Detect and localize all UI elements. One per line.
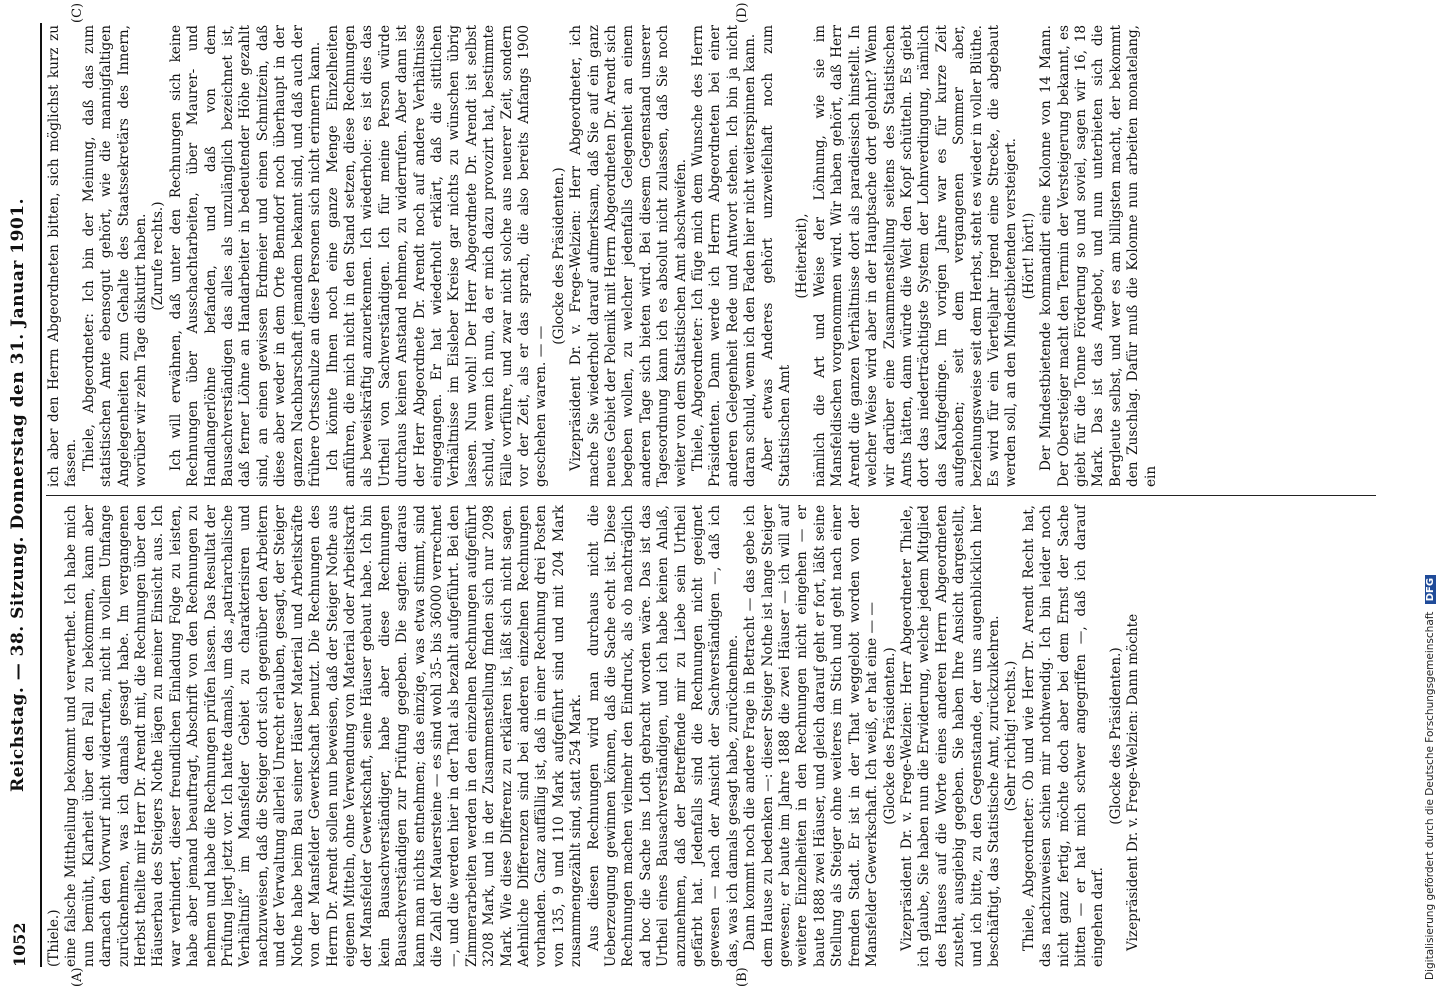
paragraph: Aber etwas Anderes gehört unzweifelhaft noch zum Statistischen Amt: [759, 25, 794, 487]
rotated-page-content: [0, 2, 1405, 987]
paragraph: Vizepräsident Dr. v. Frege-Welzien: Herr Abgeordneter Thiele, ich glaube, Sie haben nun die Erwiderung, welche jedem Mitglied des Hauses auf die Worte eines anderen Herrn Abgeordneten zusteht, ausgiebig gegeben. Sie haben Ihre Ansicht dargestellt, und ich bitte, zu den Gegenstande, der uns augenblicklich hier beschäftigt, das Statistische Amt, zurückzukehren.: [898, 505, 1002, 967]
digitization-credit: [1410, 10, 1436, 990]
paragraph: nämlich die Art und Weise der Löhnung, wie sie im Mansfeldischen vorgenommen wird. Wir haben gehört, daß Herr Arendt die ganzen Verhältnisse dort als paradiesisch hinstellt. In welcher Weise wird aber in der Hauptsache dort gelohnt? Wenn wir darüber eine Zusammenstellung seitens des Statistischen Amts hätten, dann würde die Welt den Kopf schütteln. Es giebt dort das niederträchtigste System der Lohnverdingung, nämlich das Kaufgedinge. Im vorigen Jahre war es für kurze Zeit aufgehoben; seit dem vergangenen Sommer aber, beziehungsweise seit dem Herbst, steht es wieder in voller Blüthe. Es wird für ein Vierteljahr irgend eine Strecke, die abgebaut werden soll, an den Mindestbietenden versteigert.: [811, 25, 1020, 487]
stage-direction: (Heiterkeit),: [794, 213, 811, 299]
text-column-left: [46, 505, 1381, 967]
paragraph: Vizepräsident Dr. v. Frege-Welzien: Dann möchte: [1125, 613, 1142, 951]
paragraph: Ich will erwähnen, daß unter den Rechnungen sich keine Rechnungen über Ausschachtarbeiten, über Maurer- und Handlangerlöhne befanden, und daß von dem Bausachverständigen das alles als unzulänglich bezeichnet ist, daß ferner Löhne an Handarbeiter in bedeutender Höhe gezahlt sind, an einen gewissen Erdmeier und einen Schmitzein, daß diese aber weder in dem Orte Benndorf noch überhaupt in der ganzen Nachbarschaft jemandem bekannt sind, und daß auch der frühere Ortsschulze an diese Personen sich nicht erinnern kann.: [167, 25, 324, 487]
marker-d: (D): [735, 2, 750, 23]
header-rule: [40, 23, 42, 967]
column-divider: [46, 495, 1376, 496]
paragraph: Thiele, Abgeordneter: Ich füge mich dem Wunsche des Herrn Präsidenten. Dann werde ich Herrn Abgeordneten bei einer anderen Gelegenheit Rede und Antwort stehen. Ich bin ja nicht daran schuld, wenn ich den Faden hier nicht weiterspinnen kann.: [690, 25, 759, 487]
stage-direction: (Glocke des Präsidenten.): [550, 167, 567, 345]
running-head: Reichstag. — 38. Sitzung. Donnerstag den 31. Januar 1901.: [8, 197, 28, 793]
page-header: [6, 23, 42, 967]
paragraph: eine falsche Mittheilung bekommt und verwerthet. Ich habe mich nun bemüht, Klarheit über den Fall zu bekommen, kann aber darnach den Vorwurf nicht widerrufen, nicht in vollem Umfange zurücknehmen, was ich damals gesagt habe. Im vergangenen Herbst theilte mir Herr Dr. Arendt mit, die Rechnungen über den Häuserbau des Steigers Nothe lägen zu meiner Einsicht aus. Ich war verhindert, dieser freundlichen Einladung Folge zu leisten, habe aber jemand beauftragt, Abschrift von den Rechnungen zu nehmen und habe die Rechnungen prüfen lassen. Das Resultat der Prüfung liegt jetzt vor. Ich hatte damals, um das „patriarchalische Verhältniß“ im Mansfelder Gebiet zu charakterisiren und nachzuweisen, daß die Steiger dort sich gegenüber den Arbeitern und der Verwaltung allerlei Unrecht erlauben, gesagt, der Steiger Nothe habe beim Bau seiner Häuser Material und Arbeitskräfte von der Mansfelder Gewerkschaft benutzt. Die Rechnungen des Herrn Dr. Arendt sollen nun beweisen, daß der Steiger Nothe aus eigenen Mitteln, ohne Verwendung von Material oder Arbeitskraft der Mansfelder Gewerkschaft, seine Häuser gebaut habe. Ich bin kein Bausachverständiger, habe aber diese Rechnungen Bausachverständigen zur Prüfung gegeben. Die sagten: daraus kann man nichts entnehmen; das einzige, was etwa stimmt, sind die Zahl der Mauersteine — es sind wohl 35- bis 36000 verrechnet —, und die werden hier in der That als bezahlt aufgeführt. Bei den Zimmerarbeiten werden in den einzelnen Rechnungen aufgeführt 3208 Mark, und in der Zusammenstellung finden sich nur 2098 Mark. Wie diese Differenz zu erklären ist, läßt sich nicht sagen. Aehnliche Differenzen sind bei anderen einzelnen Rechnungen vorhanden. Ganz auffällig ist, daß in einer Rechnung drei Posten von 135, 9 und 110 Mark aufgeführt sind und mit 204 Mark zusammengezählt sind, statt 254 Mark.: [63, 505, 585, 967]
paragraph: Der Mindestbietende kommandirt eine Kolonne von 14 Mann. Der Obersteiger macht den Termin der Versteigerung bekannt, es giebt für die Tonne Förderung so und soviel, sagen wir 16, 18 Mark. Das ist das Angebot, und nun unterbieten sich die Bergleute selbst, und wer es am billigsten macht, der bekommt den Zuschlag. Dafür muß die Kolonne nun arbeiten monatelang, ein: [1038, 25, 1159, 487]
paragraph: Thiele, Abgeordneter: Ob und wie Herr Dr. Arendt Recht hat, das nachzuweisen schien mir nothwendig. Ich bin leider noch nicht ganz fertig, möchte doch aber bei dem Ernst der Sache bitten — er hat mich schwer angegriffen —, daß ich darauf eingehen darf.: [1020, 505, 1107, 967]
marker-a: (A): [70, 967, 85, 987]
marker-b: (B): [735, 967, 750, 987]
stage-direction: (Sehr richtig! rechts.): [1003, 660, 1020, 812]
paragraph: Ich könnte Ihnen noch eine ganze Menge Einzelheiten anführen, die mich nicht in den Stand setzen, diese Rechnungen als beweiskräftig anzuerkennen. Ich wiederhole: es ist dies das Urtheil von Sachverständigen. Ich für meine Person würde durchaus keinen Anstand nehmen, zu widerrufen. Aber dann ist der Herr Abgeordnete Dr. Arendt noch auf andere Verhältnisse eingegangen. Er hat wiederholt erklärt, daß die sittlichen Verhältnisse im Eisleber Kreise gar nichts zu wünschen übrig lassen. Nun wohl! Der Herr Abgeordnete Dr. Arendt ist selbst schuld, wenn ich nun, da er mich dazu provozirt hat, bestimmte Fälle vorführe, und zwar nicht solche aus neuerer Zeit, sondern vor der Zeit, als er das sprach, die also bereits Anfangs 1900 geschehen waren. — —: [324, 25, 550, 487]
credit-text: Digitalisierung gefördert durch die Deutsche Forschungsgemeinschaft: [1424, 611, 1436, 980]
paragraph: Aus diesen Rechnungen wird man durchaus nicht die Ueberzeugung gewinnen können, daß die Sache echt ist. Diese Rechnungen machen vielmehr den Eindruck, als ob nachträglich ad hoc die Sache ins Loth gebracht worden wäre. Das ist das Urtheil eines Bausachverständigen, und ich habe keinen Anlaß, anzunehmen, daß der Betreffende mir zu Liebe sein Urtheil gefärbt hat. Jedenfalls sind die Rechnungen nicht geeignet gewesen — nach der Ansicht der Sachverständigen —, daß ich das, was ich damals gesagt habe, zurücknehme.: [585, 505, 741, 967]
text-column-right: [46, 25, 1381, 487]
stage-direction: (Glocke des Präsidenten.): [881, 647, 898, 825]
marker-c: (C): [70, 2, 85, 23]
page-number: 1052: [10, 922, 29, 967]
paragraph: Dann kommt noch die andere Frage in Betracht — das gebe ich dem Hause zu bedenken —: dieser Steiger Nothe ist lange Steiger gewesen; er baute im Jahre 1888 die zwei Häuser — ich will auf weitere Einzelheiten in den Rechnungen nicht eingehen — er baute 1888 zwei Häuser, und gleich darauf geht er fort, läßt seine Stellung als Steiger ohne weiteres im Stich und geht nach einer fremden Stadt. Er ist in der That weggelobt worden von der Mansfelder Gewerkschaft. Ich weiß, er hat eine — —: [742, 505, 881, 967]
speaker-tag: (Thiele.): [46, 909, 62, 967]
stage-direction: (Hört! hört!): [1020, 212, 1037, 300]
stage-direction: (Zurufe rechts.): [150, 201, 167, 311]
paragraph: Thiele, Abgeordneter: Ich bin der Meinung, daß das zum statistischen Amte ebensogut gehört, wie die mannigfaltigen Angelegenheiten zum Gehalte des Staatssekretärs des Innern, worüber wir zehn Tage diskutirt haben.: [80, 25, 150, 487]
stage-direction: (Glocke des Präsidenten.): [1107, 647, 1124, 825]
paragraph: ich aber den Herrn Abgeordneten bitten, sich möglichst kurz zu fassen.: [46, 25, 80, 487]
dfg-logo: DFG: [1425, 575, 1436, 604]
paragraph: Vizepräsident Dr. v. Frege-Welzien: Herr Abgeordneter, ich mache Sie wiederholt darauf aufmerksam, daß Sie auf ein ganz neues Gebiet der Polemik mit Herrn Abgeordneten Dr. Arendt sich begeben wollen, zu welcher jedenfalls Gelegenheit an einem anderen Tage sich bieten wird. Bei diesem Gegenstand unserer Tagesordnung kann ich es absolut nicht zulassen, daß Sie noch weiter von dem Statistischen Amt abschweifen.: [568, 25, 689, 487]
